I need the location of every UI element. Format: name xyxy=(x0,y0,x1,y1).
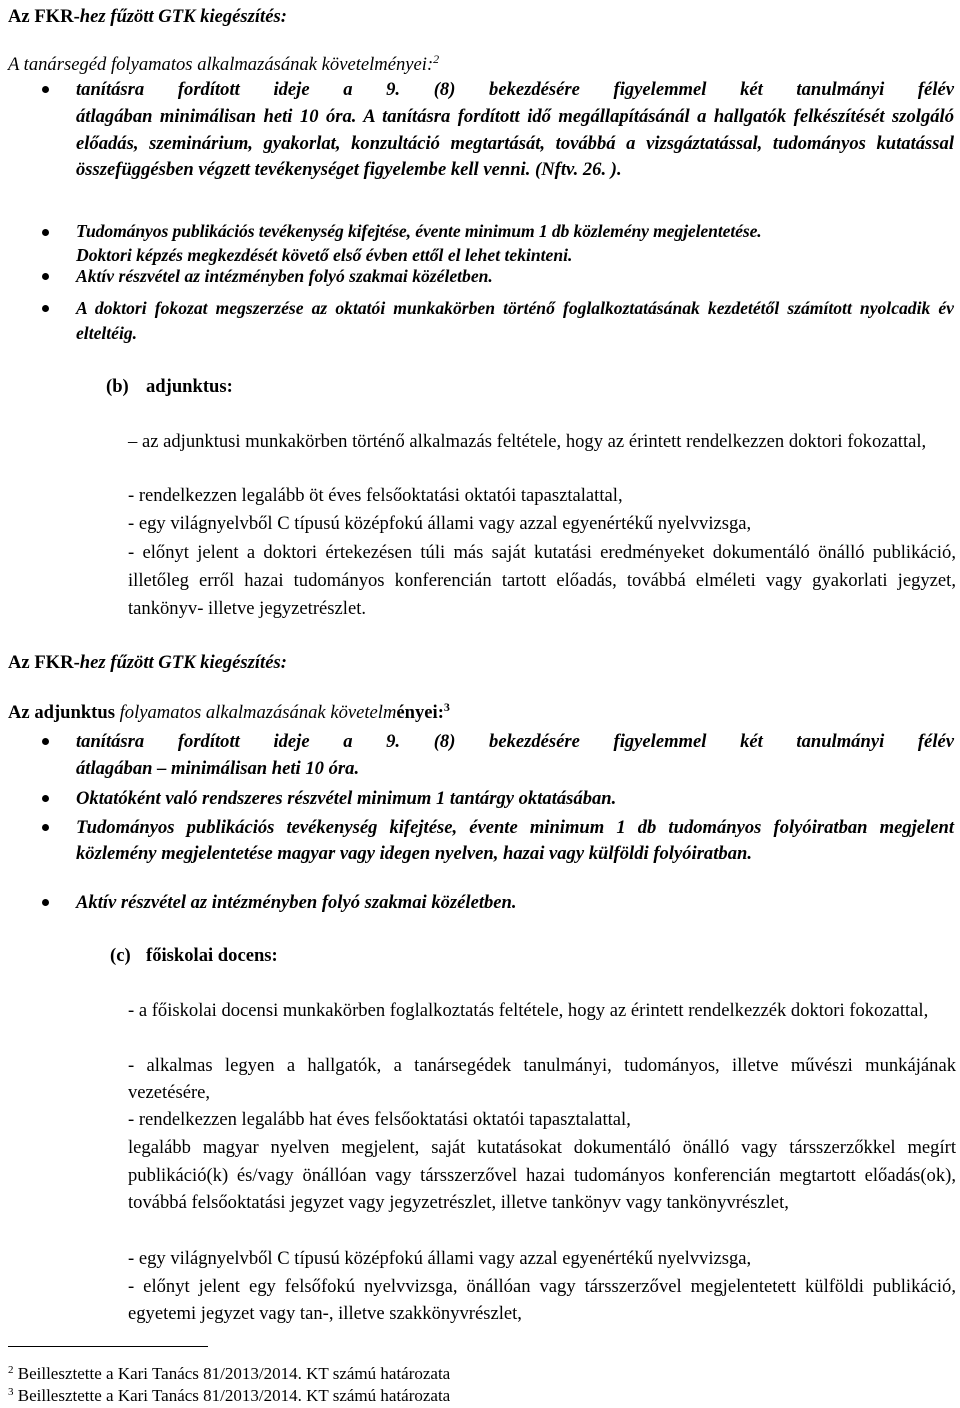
footnote-separator xyxy=(8,1346,208,1347)
adj-bullet-3: Tudományos publikációs tevékenység kifejtése, évente minimum 1 db tudományos folyóiratban megjelent közlemény megjelentetése magyar vagy idegen nyelven, hazai vagy külföldi folyóiratban. xyxy=(76,817,954,864)
bullet-dot xyxy=(42,229,49,236)
heading-part-a: Az FKR- xyxy=(8,652,80,673)
req-bullet-1-rest: átlagában minimálisan heti 10 óra. A tanításra fordított idő megállapításánál a hallgatók felkészítését szolgáló előadás, szeminárium, gyakorlat, konzultáció megtartását, továbbá a vizsgáztatással, tudományos kutatással összefüggésben végzett tevékenységet figyelembe kell venni. (Nftv. 26. ). xyxy=(76,106,954,180)
bullet-dot xyxy=(42,824,49,831)
bullet-dot xyxy=(42,86,49,93)
adj-bullet-1-line1: tanításra fordított ideje a 9. (8) bekezdésére figyelemmel két tanulmányi félév xyxy=(76,731,954,752)
footnote-2 xyxy=(8,1363,908,1385)
req-part-c: ényei: xyxy=(396,702,444,723)
adjunktus-para-2: - rendelkezzen legalább öt éves felsőoktatási oktatói tapasztalattal, xyxy=(128,485,623,506)
req-part-a: Az adjunktus xyxy=(8,702,115,723)
requirements-title-1 xyxy=(8,52,948,77)
req-bullet-3: Aktív részvétel az intézményben folyó szakmai közéletben. xyxy=(76,266,493,286)
heading-part-b: hez fűzött GTK kiegészítés: xyxy=(79,652,287,673)
requirements-title-text: A tanársegéd folyamatos alkalmazásának követelményei: xyxy=(8,54,434,75)
requirements-title-2 xyxy=(8,700,948,725)
adj-bullet-4: Aktív részvétel az intézményben folyó szakmai közéletben. xyxy=(76,892,517,913)
bullet-dot xyxy=(42,738,49,745)
heading-part-b: hez fűzött GTK kiegészítés: xyxy=(79,6,287,27)
footnote-text: Beillesztette a Kari Tanács 81/2013/2014. KT számú határozata xyxy=(17,1386,451,1405)
footnote-text: Beillesztette a Kari Tanács 81/2013/2014. KT számú határozata xyxy=(17,1364,451,1383)
section-heading-1 xyxy=(8,4,948,29)
docens-para-4: legalább magyar nyelven megjelent, saját kutatásokat dokumentáló önálló vagy társszerzőkkel megírt publikáció(k) és/vagy önállóan vagy társszerzővel hazai tudományos konferencián megtartott előadás(ok), továbbá felsőoktatási jegyzet vagy jegyzetrészlet, illetve tankönyv vagy tankönyvrészlet, xyxy=(128,1137,956,1213)
docens-para-5: - egy világnyelvből C típusú középfokú állami vagy azzal egyenértékű nyelvvizsga, xyxy=(128,1248,752,1269)
subsection-title-docens: főiskolai docens: xyxy=(146,945,278,966)
req-bullet-2-line2: Doktori képzés megkezdését követő első évben ettől el lehet tekinteni. xyxy=(76,245,573,265)
req-bullet-2-line1: Tudományos publikációs tevékenység kifejtése, évente minimum 1 db közlemény megjelentetése. xyxy=(76,221,762,241)
bullet-dot xyxy=(42,273,49,280)
adjunktus-para-1: – az adjunktusi munkakörben történő alkalmazás feltétele, hogy az érintett rendelkezzen doktori fokozattal, xyxy=(128,431,927,452)
req-bullet-1-line1: tanításra fordított ideje a 9. (8) bekezdésére figyelemmel két tanulmányi félév xyxy=(76,79,954,100)
footnote-3 xyxy=(8,1385,908,1407)
adjunktus-para-4: - előnyt jelent a doktori értekezésen túli más saját kutatási eredményeket dokumentáló önálló publikáció, illetőleg erről hazai tudományos konferencián tartott előadás, továbbá elméleti vagy gyakorlati jegyzet, tankönyv- illetve jegyzetrészlet. xyxy=(128,542,956,619)
section-heading-2 xyxy=(8,650,948,675)
subsection-title-adjunktus: adjunktus: xyxy=(146,376,233,397)
docens-para-2: - alkalmas legyen a hallgatók, a tanársegédek tanulmányi, tudományos, illetve művészi munkájának vezetésére, xyxy=(128,1055,956,1103)
heading-part-a: Az FKR- xyxy=(8,6,80,27)
subsection-label-c: (c) xyxy=(110,945,131,966)
footnote-ref-3: 3 xyxy=(443,700,450,714)
bullet-dot xyxy=(42,305,49,312)
subsection-label-b: (b) xyxy=(106,376,129,397)
docens-para-6: - előnyt jelent egy felsőfokú nyelvvizsga, önállóan vagy társszerzővel megjelentetett külföldi publikáció, egyetemi jegyzet vagy tan-, illetve szakkönyvrészlet, xyxy=(128,1276,956,1324)
footnote-ref-2: 2 xyxy=(433,52,440,66)
req-part-b: folyamatos alkalmazásának követelm xyxy=(114,702,397,723)
docens-para-1: - a főiskolai docensi munkakörben foglalkoztatás feltétele, hogy az érintett rendelkezzék doktori fokozattal, xyxy=(128,1000,929,1021)
adj-bullet-2: Oktatóként való rendszeres részvétel minimum 1 tantárgy oktatásában. xyxy=(76,788,617,809)
bullet-dot xyxy=(42,795,49,802)
bullet-dot xyxy=(42,899,49,906)
adjunktus-para-3: - egy világnyelvből C típusú középfokú állami vagy azzal egyenértékű nyelvvizsga, xyxy=(128,513,752,534)
req-bullet-4: A doktori fokozat megszerzése az oktatói munkakörben történő foglalkoztatásának kezdetétől számított nyolcadik év elteltéig. xyxy=(76,298,954,343)
footnote-number: 3 xyxy=(8,1386,14,1398)
adj-bullet-1-line2: átlagában – minimálisan heti 10 óra. xyxy=(76,758,360,779)
docens-para-3: - rendelkezzen legalább hat éves felsőoktatási oktatói tapasztalattal, xyxy=(128,1109,631,1130)
footnote-number: 2 xyxy=(8,1364,14,1376)
